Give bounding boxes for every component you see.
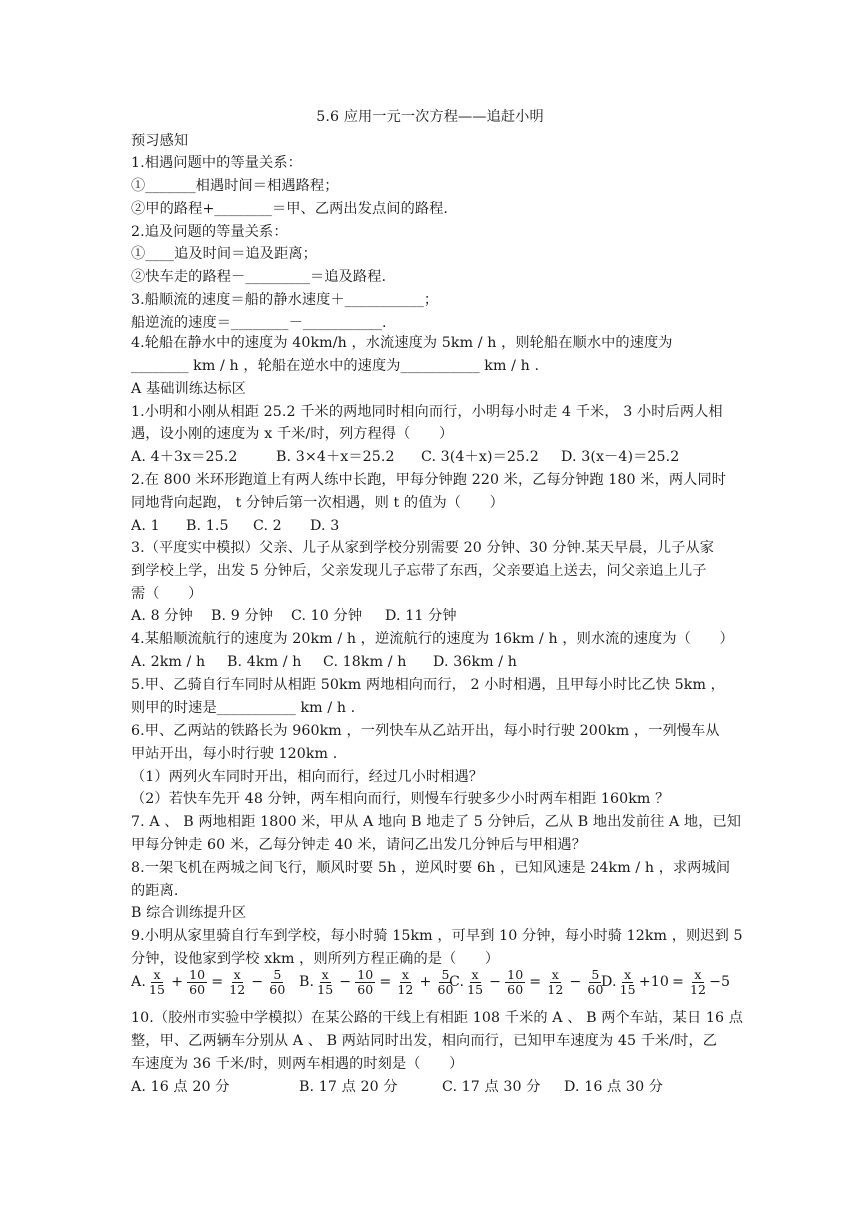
- page-title: 5.6 应用一元一次方程——追赶小明: [316, 109, 544, 125]
- denominator: 60: [437, 981, 454, 997]
- question-8: 8.一架飞机在两城之间飞行，顺风时要 5h ，逆风时要 6h ，已知风速是 24km / h ，求两城间: [131, 860, 731, 876]
- option-a: [131, 967, 299, 997]
- question-2: 2.在 800 米环形跑道上有两人练中长跑，甲每分钟跑 220 米，乙每分钟跑 180 米，两人同时: [131, 472, 727, 488]
- question-9-cont: 分钟，设他家到学校 xkm ，则所列方程正确的是（ ）: [131, 951, 500, 967]
- numerator: 10: [357, 966, 374, 982]
- operator: =: [379, 974, 392, 990]
- option-a: A. 4＋3x＝25.2: [131, 449, 238, 465]
- question-4-options: [131, 652, 517, 672]
- fraction: [355, 968, 375, 997]
- operator: −: [489, 974, 502, 990]
- question-4: 4.某船顺流航行的速度为 20km / h ，逆流航行的速度为 16km / h ，则水流的速度为（ ）: [131, 631, 734, 647]
- fraction: [267, 968, 287, 997]
- text-line: ②甲的路程+________＝甲、乙两出发点间的路程.: [131, 201, 449, 217]
- denominator: 60: [269, 981, 286, 997]
- fraction: [505, 968, 525, 997]
- operator: −: [569, 974, 582, 990]
- question-7: 7. A 、 B 两地相距 1800 米，甲从 A 地向 B 地走了 5 分钟后，乙从 B 地出发前往 A 地，已知: [131, 814, 742, 830]
- option-b: B. 1.5: [186, 518, 229, 534]
- numerator: x: [401, 966, 409, 982]
- denominator: 15: [148, 981, 166, 997]
- fraction: [465, 968, 485, 997]
- option-c: C. 18km / h: [323, 654, 407, 670]
- option-d: D. 36km / h: [433, 654, 518, 670]
- operator: =: [211, 974, 224, 990]
- question-6: 6.甲、乙两站的铁路长为 960km ，一列快车从乙站开出，每小时行驶 200km ，一列慢车从: [131, 723, 720, 739]
- question-6-part-2: （2）若快车先开 48 分钟，两车相向而行，则慢车行驶多少小时两车相距 160km ？: [131, 791, 670, 807]
- fraction: [688, 968, 708, 997]
- denominator: 12: [229, 981, 246, 997]
- option-c: C. 3(4＋x)＝25.2: [421, 449, 539, 465]
- option-b: [299, 966, 454, 997]
- option-label: A.: [131, 974, 146, 990]
- question-1: 1.小明和小刚从相距 25.2 千米的两地同时相向而行，小明每小时走 4 千米， 3 小时后两人相: [131, 404, 723, 420]
- question-2-options: [131, 516, 339, 536]
- question-3-cont: 需（ ）: [131, 586, 203, 602]
- fraction: [315, 968, 335, 997]
- text-line: ②快车走的路程－_________＝追及路程.: [131, 269, 387, 285]
- numerator: x: [233, 966, 241, 982]
- option-d: D. 3: [310, 518, 340, 534]
- question-3: 3.（平度实中模拟）父亲、儿子从家到学校分别需要 20 分钟、30 分钟.某天早晨，儿子从家: [131, 540, 715, 556]
- question-10: 10.（胶州市实验中学模拟）在某公路的干线上有相距 108 千米的 A 、 B 两个车站，某日 16 点: [131, 1010, 744, 1026]
- option-c: C. 2: [253, 518, 282, 534]
- option-a: A. 1: [131, 518, 160, 534]
- operator: −: [339, 974, 352, 990]
- numerator: x: [624, 966, 632, 982]
- question-6-cont: 甲站开出，每小时行驶 120km .: [131, 746, 338, 762]
- numerator: x: [551, 966, 559, 982]
- option-label: C.: [449, 974, 465, 990]
- question-1-cont: 遇，设小刚的速度为 x 千米/时，列方程得（ ）: [131, 426, 454, 442]
- expression-term: −5: [709, 974, 731, 990]
- question-8-cont: 的距离.: [131, 883, 179, 899]
- numerator: 5: [273, 966, 282, 982]
- option-a: A. 16 点 20 分: [131, 1079, 230, 1095]
- operator: +: [419, 974, 432, 990]
- option-a: A. 2km / h: [131, 654, 206, 670]
- option-b: B. 4km / h: [227, 654, 302, 670]
- question-5-cont: 则甲的时速是___________ km / h .: [131, 700, 356, 716]
- option-label: D.: [601, 974, 617, 990]
- question-7-cont: 甲每分钟走 60 米，乙每分钟走 40 米，请问乙出发几分钟后与甲相遇？: [131, 837, 586, 853]
- denominator: 15: [317, 981, 334, 997]
- text-line: 3.船顺流的速度＝船的静水速度＋___________；: [131, 292, 439, 308]
- option-b: B. 9 分钟: [211, 608, 274, 624]
- fraction: [395, 968, 415, 997]
- denominator: 60: [507, 981, 524, 997]
- text-line: 船逆流的速度＝________－___________.: [131, 315, 387, 331]
- denominator: 12: [689, 981, 707, 997]
- numerator: x: [471, 966, 479, 982]
- denominator: 12: [397, 981, 414, 997]
- section-preview-heading: 预习感知: [131, 133, 189, 149]
- fraction: [187, 968, 207, 997]
- text-line: ①_______相遇时间＝相遇路程；: [131, 178, 339, 194]
- section-b-heading: B 综合训练提升区: [131, 905, 247, 921]
- text-line: 2.追及问题的等量关系：: [131, 224, 288, 240]
- text-line: 4.轮船在静水中的速度为 40km/h ，水流速度为 5km / h ，则轮船在顺水中的速度为: [131, 335, 673, 351]
- denominator: 15: [467, 981, 484, 997]
- fraction: [227, 968, 247, 997]
- numerator: x: [694, 966, 702, 982]
- fraction: [618, 968, 638, 997]
- text-line: 1.相遇问题中的等量关系：: [131, 155, 302, 171]
- question-9-options: [131, 967, 730, 997]
- option-c: C. 17 点 30 分: [442, 1079, 541, 1095]
- expression-term: +10: [638, 974, 669, 990]
- question-2-cont: 同地背向起跑， t 分钟后第一次相遇，则 t 的值为（ ）: [131, 495, 504, 511]
- question-3-cont: 到学校上学，出发 5 分钟后，父亲发现儿子忘带了东西，父亲要追上送去，问父亲追上儿子: [131, 563, 707, 579]
- numerator: 10: [189, 966, 206, 982]
- option-d: [601, 967, 730, 997]
- numerator: 5: [591, 966, 600, 982]
- numerator: 5: [441, 966, 450, 982]
- operator: =: [529, 974, 542, 990]
- option-a: A. 8 分钟: [131, 608, 193, 624]
- operator: +: [171, 974, 184, 990]
- section-a-heading: A 基础训练达标区: [131, 381, 246, 397]
- denominator: 60: [357, 981, 374, 997]
- numerator: 10: [507, 966, 524, 982]
- question-3-options: [131, 606, 457, 626]
- numerator: x: [153, 966, 161, 982]
- denominator: 12: [547, 981, 564, 997]
- option-d: D. 3(x－4)＝25.2: [561, 449, 680, 465]
- option-d: D. 11 分钟: [385, 608, 457, 624]
- question-10-cont: 车速度为 36 千米/时，则两车相遇的时刻是（ ）: [131, 1056, 464, 1072]
- option-b: B. 3×4＋x＝25.2: [276, 449, 395, 465]
- denominator: 60: [189, 981, 206, 997]
- question-5: 5.甲、乙骑自行车同时从相距 50km 两地相向而行， 2 小时相遇，且甲每小时比乙快 5km ，: [131, 677, 725, 693]
- question-9: 9.小明从家里骑自行车到学校，每小时骑 15km ，可早到 10 分钟，每小时骑 12km ，则迟到 5: [131, 928, 743, 944]
- denominator: 60: [587, 981, 604, 997]
- text-line: ①____追及时间＝追及距离；: [131, 246, 317, 262]
- operator: =: [671, 974, 684, 990]
- question-6-part-1: （1）两列火车同时开出，相向而行，经过几小时相遇？: [131, 769, 484, 785]
- fraction: [147, 968, 167, 997]
- denominator: 15: [619, 981, 636, 997]
- text-line: ________ km / h ，轮船在逆水中的速度为___________ km / h .: [131, 358, 540, 374]
- question-10-cont: 整，甲、乙两辆车分别从 A 、 B 两站同时出发，相向而行，已知甲车速度为 45 千米/时，乙: [131, 1033, 718, 1049]
- operator: −: [251, 974, 264, 990]
- question-1-options: [131, 447, 679, 467]
- option-d: D. 16 点 30 分: [564, 1079, 664, 1095]
- option-label: B.: [299, 974, 315, 990]
- fraction: [545, 968, 565, 997]
- question-10-options: [131, 1077, 663, 1097]
- option-b: B. 17 点 20 分: [299, 1079, 398, 1095]
- option-c: [449, 966, 604, 997]
- numerator: x: [321, 966, 329, 982]
- option-c: C. 10 分钟: [291, 608, 363, 624]
